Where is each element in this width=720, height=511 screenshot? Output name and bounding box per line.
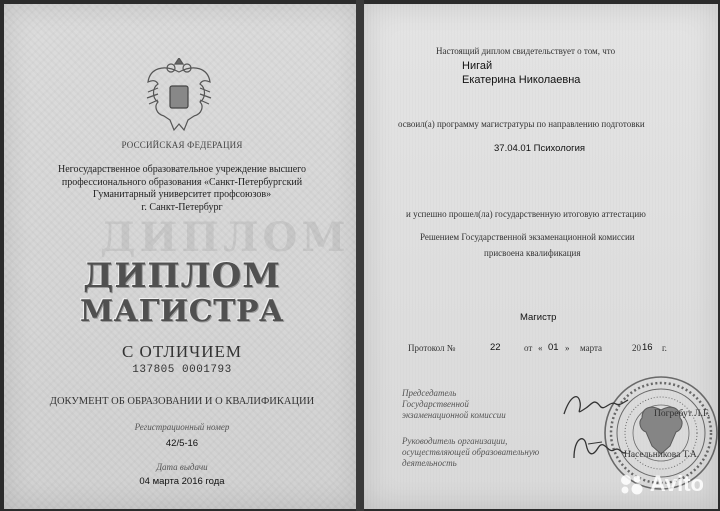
chair-name: Погребут Л.Г. [654,409,710,419]
avito-logo-icon [618,473,646,495]
registration-label: Регистрационный номер [134,422,230,432]
diploma-left-page [4,4,360,509]
issue-date: 04 марта 2016 года [139,476,225,487]
organization-line: Негосударственное образовательное учреждение высшего [57,164,306,175]
protocol-from-label: от [524,343,533,353]
organization-line: профессионального образования «Санкт-Петербургский [61,176,303,188]
organization-city: г. Санкт-Петербург [141,201,223,213]
day-open-quote: « [538,343,543,353]
diploma-title: ДИПЛОМ [83,256,281,296]
chair-label [402,388,506,421]
avito-watermark [618,471,704,497]
protocol-number: 22 [490,342,501,353]
certificate-intro: Настоящий диплом свидетельствует о том, что [436,46,616,56]
chair-label-line: Председатель [402,388,457,398]
qualification-statement: присвоена квалификация [484,248,581,258]
serial-number: 137805 0001793 [132,364,232,376]
day-close-quote: » [565,343,570,353]
diploma-right-page [364,4,718,509]
head-label-line: Руководитель организации, [402,436,508,446]
document-type: ДОКУМЕНТ ОБ ОБРАЗОВАНИИ И О КВАЛИФИКАЦИИ [49,396,315,407]
organization-name [4,164,360,214]
attestation-statement: и успешно прошел(ла) государственную итоговую аттестацию [406,209,646,219]
avito-watermark-text: Avito [649,471,704,496]
registration-number: 42/5-16 [165,438,199,449]
protocol-month: марта [580,343,603,353]
organization-line: Гуманитарный университет профсоюзов» [92,189,272,200]
honors-label: С ОТЛИЧИЕМ [121,342,243,361]
graduate-surname: Нигай [462,60,493,72]
diploma-degree: МАГИСТРА [80,294,284,329]
graduate-given-names: Екатерина Николаевна [462,74,581,86]
program-statement: освоил(а) программу магистратуры по направлению подготовки [398,119,645,129]
chair-signature-icon [560,388,630,422]
head-label [402,436,539,469]
head-label-line: деятельность [402,458,457,468]
protocol-year-unit: г. [662,343,667,353]
program-name: 37.04.01 Психология [494,143,586,154]
commission-statement: Решением Государственной экзаменационной комиссии [420,232,635,242]
protocol-day: 01 [548,342,559,353]
qualification: Магистр [520,312,557,323]
head-name: Насельникова Т.А. [624,450,700,460]
chair-label-line: Государственной [402,399,469,409]
head-signature-icon [568,428,628,468]
coat-of-arms-icon [144,58,214,136]
background-ghost-print: ДИПЛОМ [100,214,350,261]
country-name: РОССИЙСКАЯ ФЕДЕРАЦИЯ [121,140,243,150]
protocol-year-prefix: 20 [632,343,641,353]
head-label-line: осуществляющей образовательную [402,447,540,457]
issue-date-label: Дата выдачи [156,462,208,472]
chair-label-line: экзаменационной комиссии [402,410,506,420]
protocol-year: 16 [642,342,653,353]
diploma-spine [356,0,364,511]
protocol-label: Протокол № [408,343,456,353]
